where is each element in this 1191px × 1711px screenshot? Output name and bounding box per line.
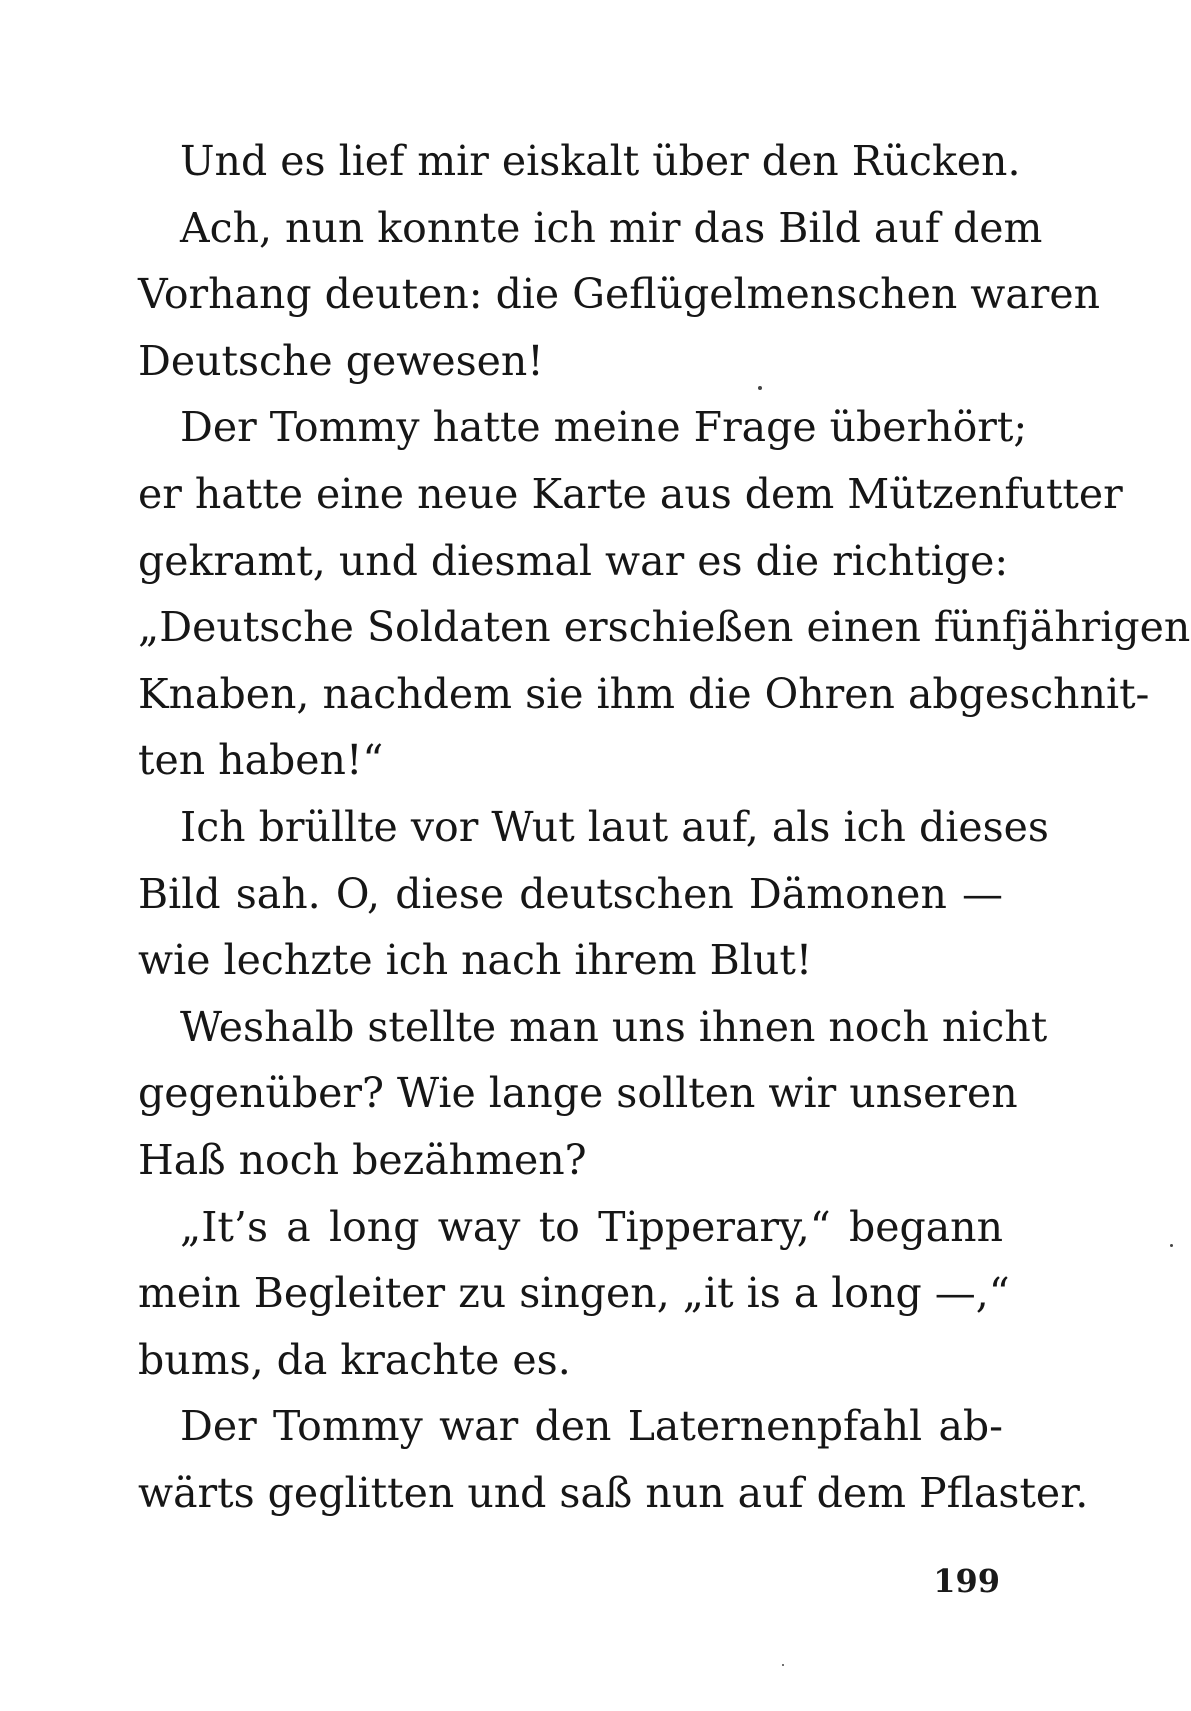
text-line-19: bums, da krachte es. xyxy=(138,1335,571,1384)
text-line-2: Ach, nun konnte ich mir das Bild auf dem xyxy=(180,203,1043,252)
text-line-16: Haß noch bezähmen? xyxy=(138,1135,587,1184)
text-line-9: Knaben, nachdem sie ihm die Ohren abgeschnit- xyxy=(138,669,1150,718)
text-line-5: Der Tommy hatte meine Frage überhört; xyxy=(180,403,1028,452)
text-line-7: gekramt, und diesmal war es die richtige: xyxy=(138,536,1009,585)
text-line-8: „Deutsche Soldaten erschießen einen fünfjährigen xyxy=(138,603,1191,652)
text-line-1: Und es lief mir eiskalt über den Rücken. xyxy=(180,137,1021,185)
text-line-21: wärts geglitten und saß nun auf dem Pflaster. xyxy=(138,1468,1089,1517)
page-number: 199 xyxy=(933,1562,1000,1600)
text-line-6: er hatte eine neue Karte aus dem Mützenfutter xyxy=(138,469,1123,518)
scan-speck xyxy=(758,386,762,390)
text-line-15: gegenüber? Wie lange sollten wir unseren xyxy=(138,1069,1018,1118)
text-line-4: Deutsche gewesen! xyxy=(138,336,544,385)
text-line-18: mein Begleiter zu singen, „it is a long —,“ xyxy=(138,1269,1010,1318)
text-line-17: „It’s a long way to Tipperary,“ begann xyxy=(180,1202,1003,1251)
text-line-3: Vorhang deuten: die Geflügelmenschen waren xyxy=(138,270,1101,319)
scan-speck xyxy=(1170,1244,1173,1247)
body-text xyxy=(138,128,1191,1526)
text-line-10: ten haben!“ xyxy=(138,736,384,785)
text-line-12: Bild sah. O, diese deutschen Dämonen — xyxy=(138,869,1003,918)
text-line-13: wie lechzte ich nach ihrem Blut! xyxy=(138,936,813,985)
scan-speck xyxy=(782,1664,784,1666)
text-line-14: Weshalb stellte man uns ihnen noch nicht xyxy=(180,1002,1048,1051)
text-line-11: Ich brüllte vor Wut laut auf, als ich dieses xyxy=(180,802,1049,851)
text-line-20: Der Tommy war den Laternenpfahl ab- xyxy=(180,1402,1003,1451)
